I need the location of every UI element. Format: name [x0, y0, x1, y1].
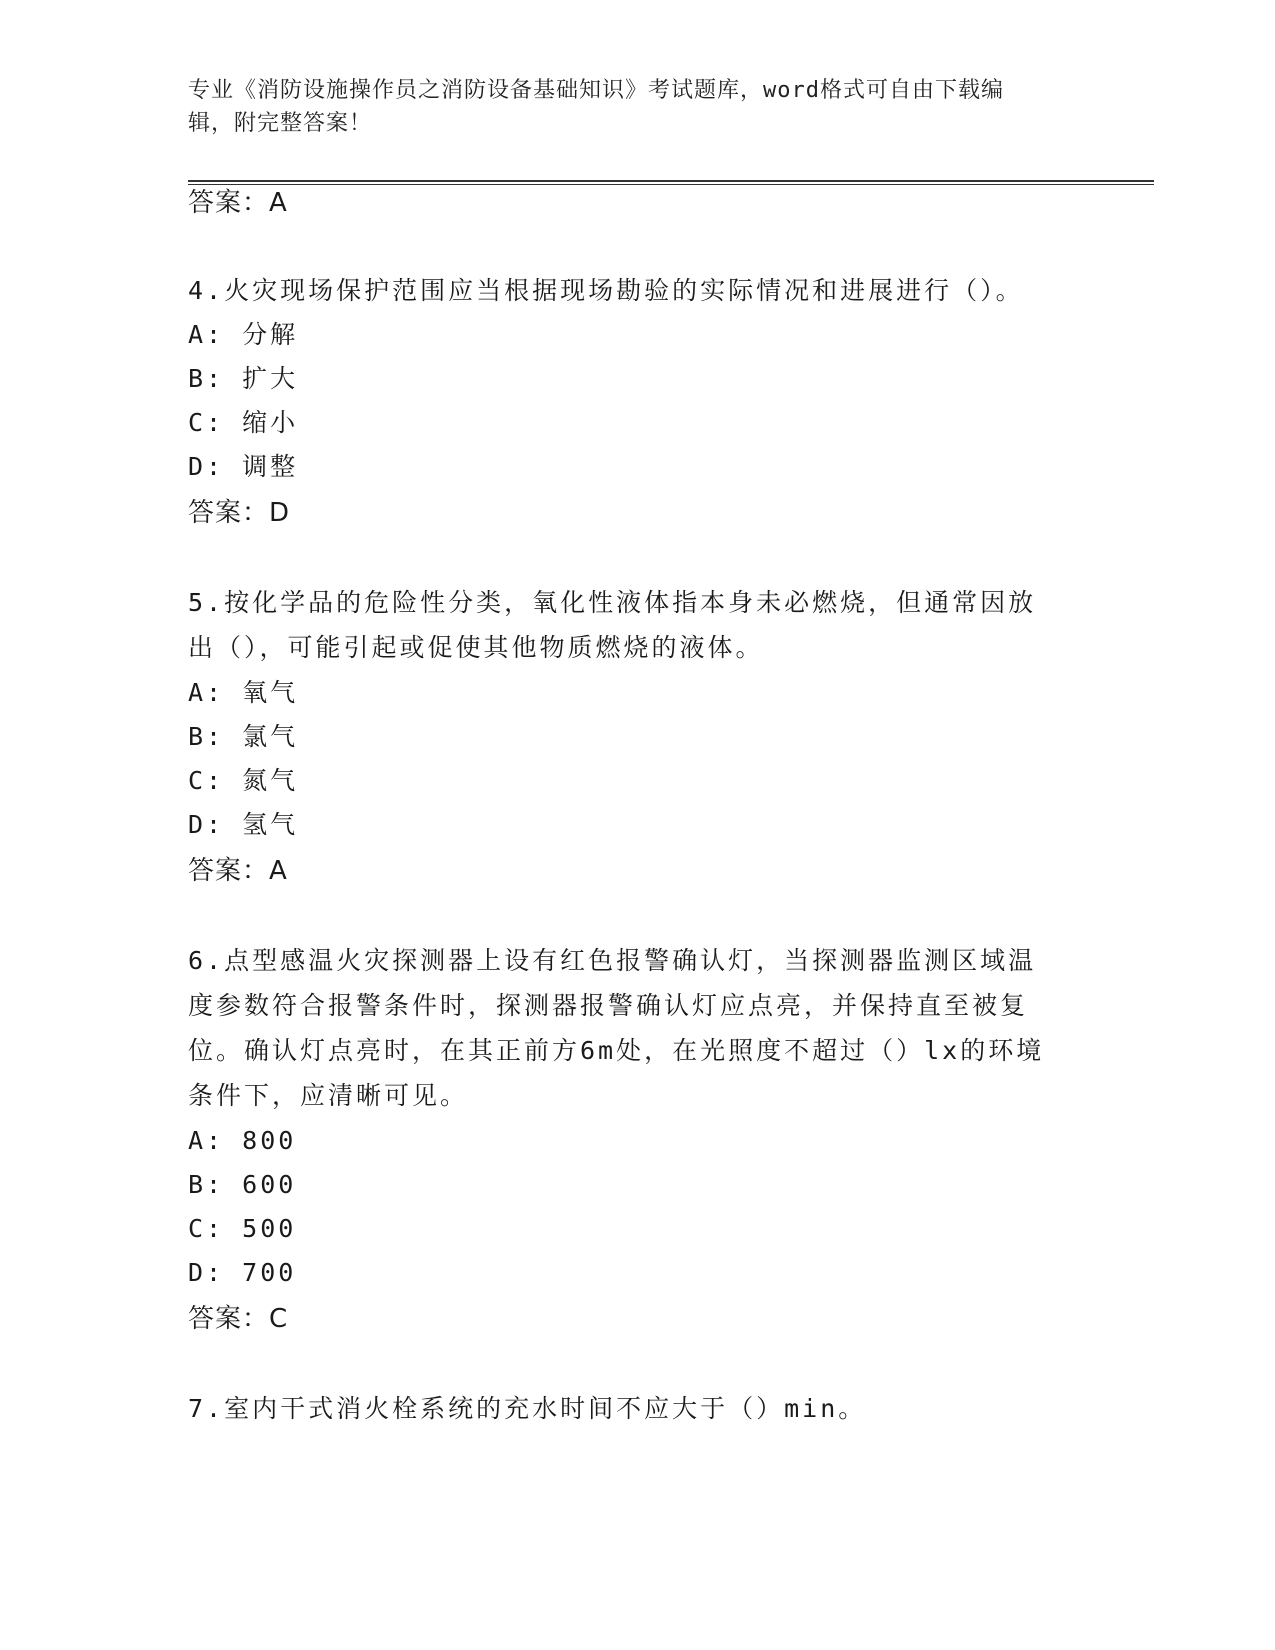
question-line: 条件下，应清晰可见。 [188, 1081, 469, 1110]
option-b: B: 600 [188, 1170, 297, 1199]
header-line: 辑，附完整答案！ [188, 111, 373, 136]
question-line: 6.点型感温火灾探测器上设有红色报警确认灯，当探测器监测区域温 [188, 946, 1037, 975]
question-line: 出（），可能引起或促使其他物质燃烧的液体。 [188, 633, 764, 662]
option-a: A: 分解 [188, 320, 299, 349]
question-line: 7.室内干式消火栓系统的充水时间不应大于（）min。 [188, 1394, 867, 1423]
option-b: B: 扩大 [188, 364, 299, 393]
option-c: C: 缩小 [188, 408, 299, 437]
option-c: C: 500 [188, 1214, 297, 1243]
answer-line: 答案：D [188, 498, 291, 528]
option-c: C: 氮气 [188, 766, 299, 795]
question-line: 位。确认灯点亮时，在其正前方6m处，在光照度不超过（）lx的环境 [188, 1036, 1045, 1065]
question-line: 度参数符合报警条件时，探测器报警确认灯应点亮，并保持直至被复 [188, 991, 1029, 1020]
page-header [188, 74, 1068, 140]
question-stem [188, 1386, 1088, 1431]
answer-line: 答案：A [188, 188, 288, 218]
question-stem [188, 938, 1088, 1118]
answer-line: 答案：C [188, 1304, 289, 1334]
header-divider [188, 180, 1154, 185]
option-b: B: 氯气 [188, 722, 299, 751]
option-d: D: 调整 [188, 452, 299, 481]
option-d: D: 氢气 [188, 810, 299, 839]
question-line: 4.火灾现场保护范围应当根据现场勘验的实际情况和进展进行（）。 [188, 276, 1024, 305]
answer-line: 答案：A [188, 856, 288, 886]
option-a: A: 800 [188, 1126, 297, 1155]
option-d: D: 700 [188, 1258, 297, 1287]
header-line: 专业《消防设施操作员之消防设备基础知识》考试题库，word格式可自由下载编 [188, 78, 1004, 103]
question-line: 5.按化学品的危险性分类，氧化性液体指本身未必燃烧，但通常因放 [188, 588, 1037, 617]
question-stem [188, 268, 1088, 313]
option-a: A: 氧气 [188, 678, 299, 707]
question-stem [188, 580, 1088, 670]
